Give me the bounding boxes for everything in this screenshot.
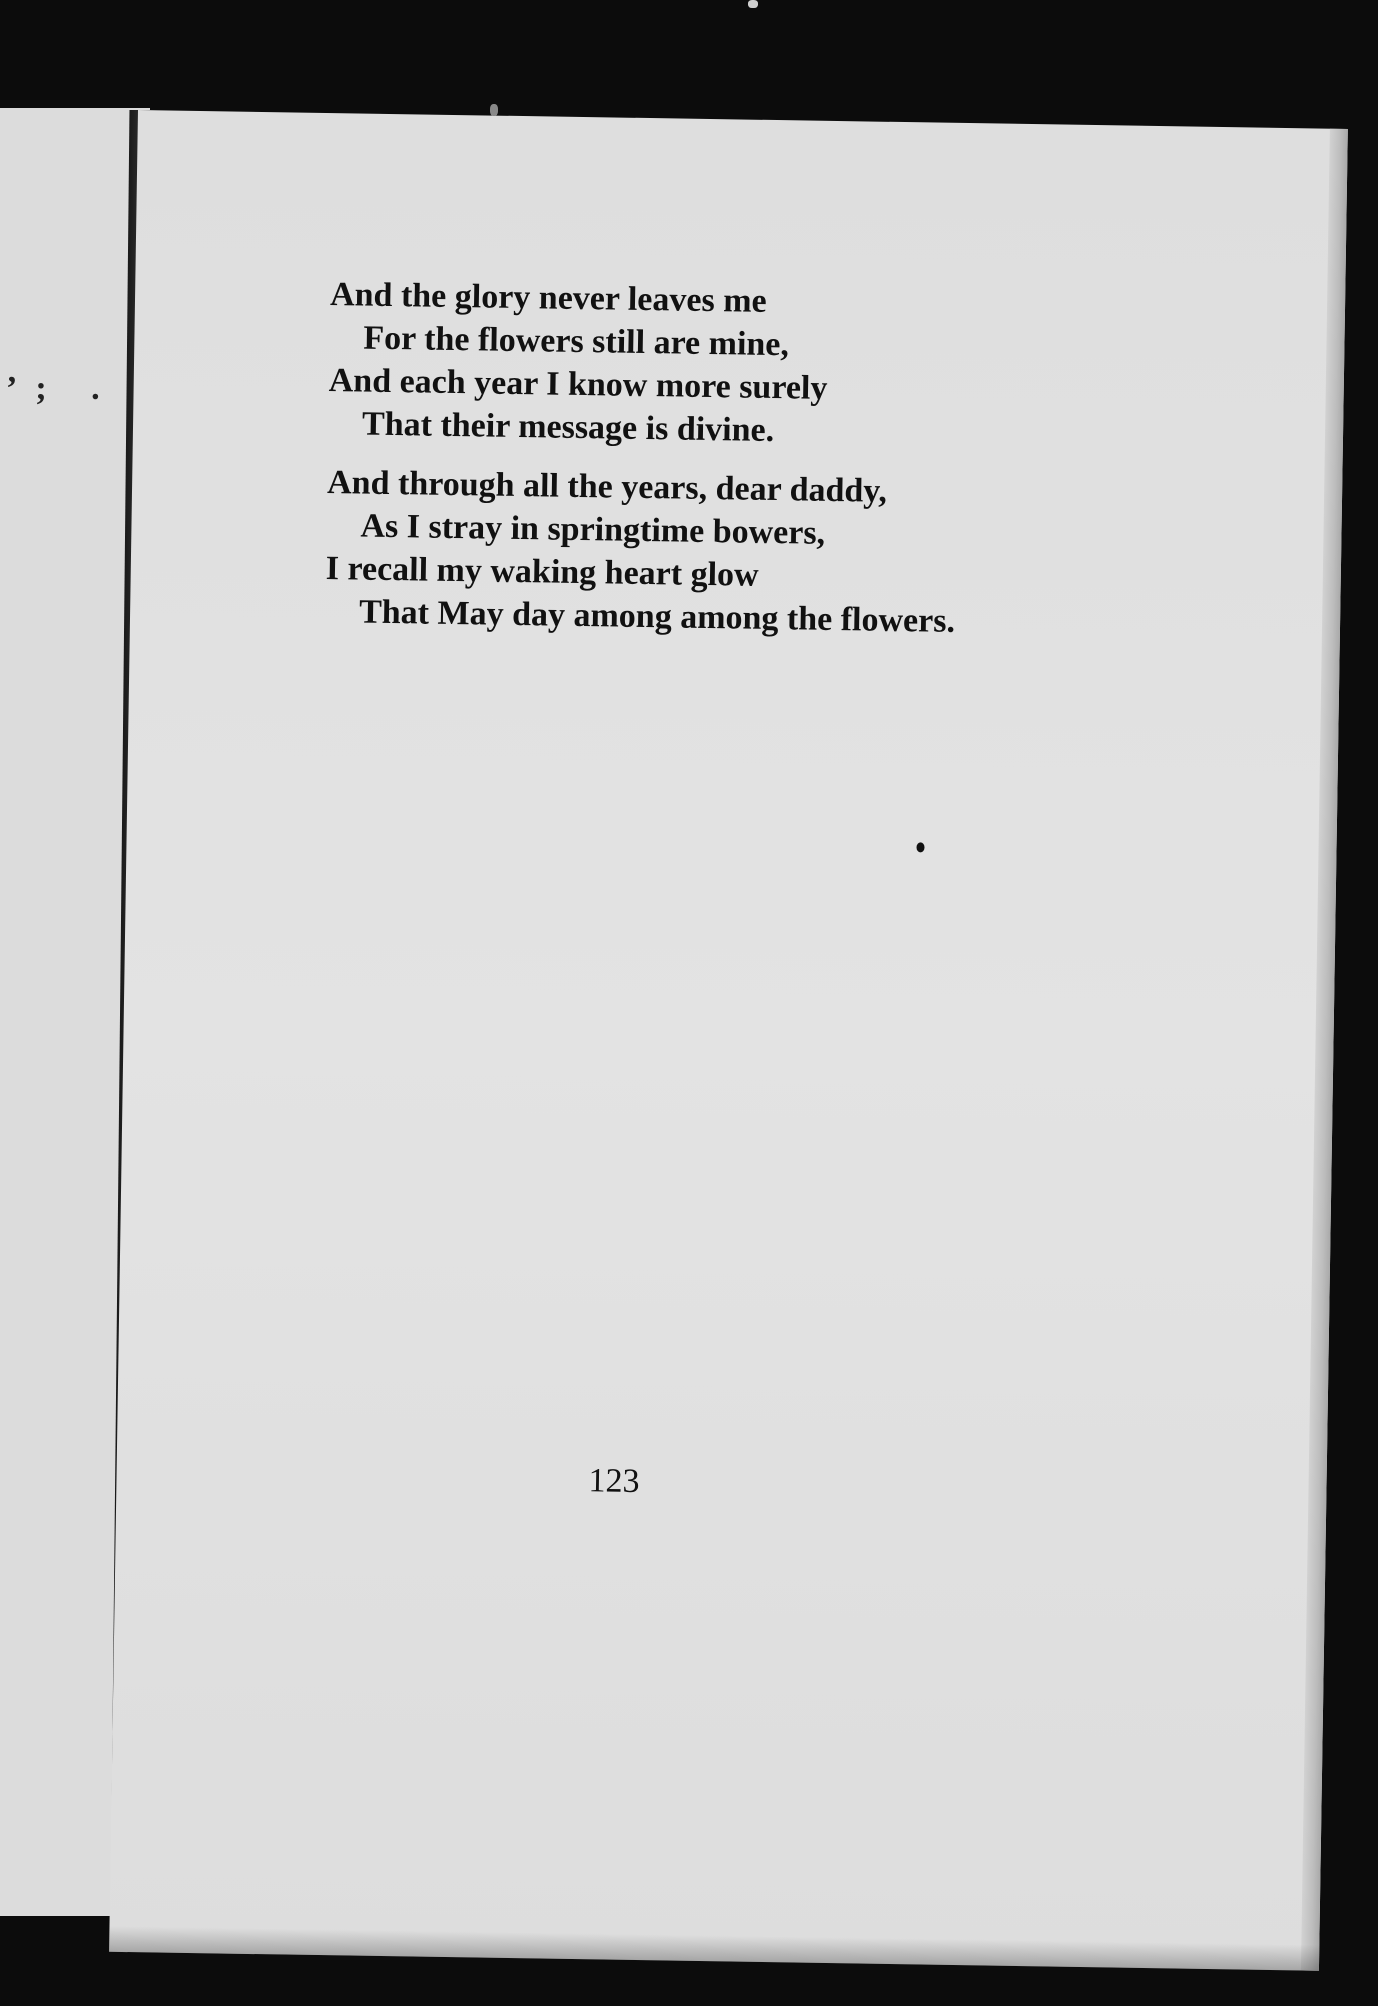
- poem-line: As I stray in springtime bowers,: [360, 507, 826, 552]
- page-number: 123: [588, 1462, 640, 1501]
- page-bottom-shadow: [109, 1926, 1319, 1971]
- poem-text: [325, 273, 1091, 661]
- poem-line: And each year I know more surely: [328, 362, 828, 407]
- poem-page: [109, 110, 1348, 1971]
- scan-artifact: [490, 104, 498, 116]
- poem-line: That May day among among the flowers.: [358, 593, 956, 640]
- poem-line: And the glory never leaves me: [329, 276, 767, 320]
- facing-page-text-fragment: ’; .: [6, 370, 118, 407]
- poem-line: I recall my waking heart glow: [325, 550, 759, 594]
- ink-speck: [916, 842, 924, 852]
- poem-line: For the flowers still are mine,: [363, 319, 790, 364]
- page-edge: [1301, 129, 1348, 1971]
- stanza-2: [325, 461, 1088, 645]
- poem-line: And through all the years, dear daddy,: [326, 464, 888, 510]
- stanza-1: [328, 273, 1091, 457]
- poem-line: That their message is divine.: [361, 405, 775, 450]
- scan-artifact: [748, 0, 758, 8]
